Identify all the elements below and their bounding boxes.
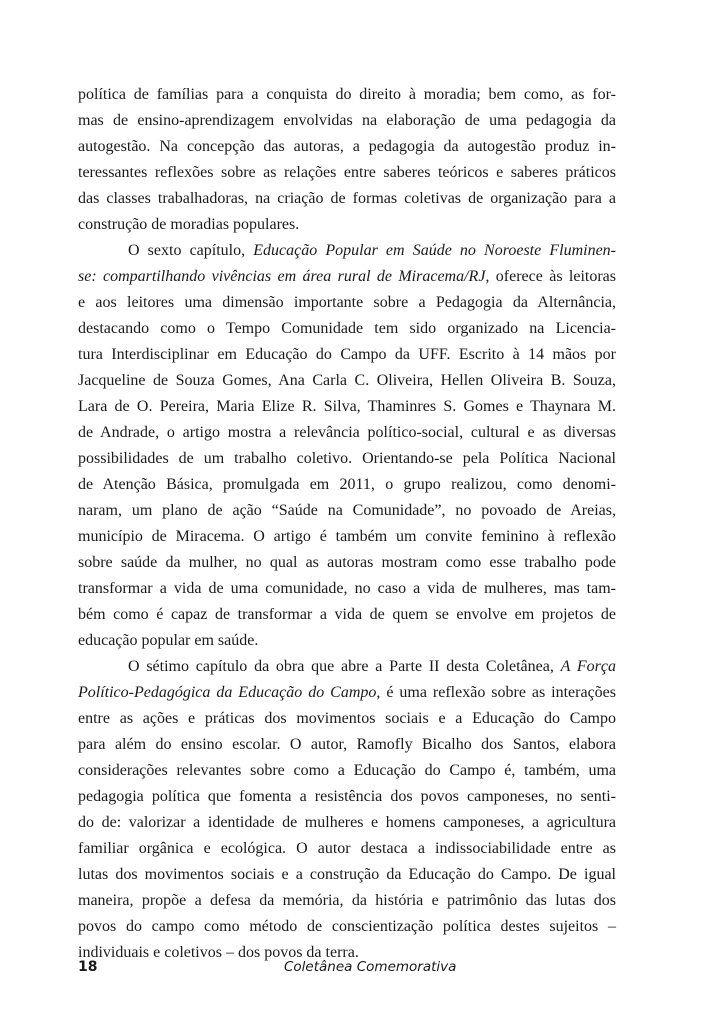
text-line: povos do campo como método de conscientização política destes sujeitos –: [78, 918, 616, 935]
chapter-title: A Força: [560, 658, 616, 675]
text-line: familiar orgânica e ecológica. O autor destaca a indissociabilidade entre as: [78, 840, 616, 857]
paragraph: [78, 82, 616, 238]
text-run: oferece às leitoras: [489, 268, 616, 285]
text-line: autogestão. Na concepção das autoras, a pedagogia da autogestão produz in-: [78, 138, 616, 155]
text-line: de Atenção Básica, promulgada em 2011, o grupo realizou, como denomi-: [78, 476, 616, 493]
paragraph: [78, 238, 616, 654]
text-line: e aos leitores uma dimensão importante sobre a Pedagogia da Alternância,: [78, 294, 616, 311]
text-line: [78, 680, 616, 706]
text-line: política de famílias para a conquista do direito à moradia; bem como, as for-: [78, 86, 616, 103]
page-footer: [78, 957, 616, 977]
text-line: considerações relevantes sobre como a Educação do Campo é, também, uma: [78, 762, 616, 779]
text-line: para além do ensino escolar. O autor, Ramofly Bicalho dos Santos, elabora: [78, 736, 616, 753]
text-line: [78, 264, 616, 290]
text-line: Jacqueline de Souza Gomes, Ana Carla C. Oliveira, Hellen Oliveira B. Souza,: [78, 372, 616, 389]
text-line: pedagogia política que fomenta a resistência dos povos camponeses, no senti-: [78, 788, 616, 805]
text-line: sobre saúde da mulher, no qual as autoras mostram como esse trabalho pode: [78, 554, 616, 571]
text-line: naram, um plano de ação “Saúde na Comunidade”, no povoado de Areias,: [78, 502, 616, 519]
text-line: destacando como o Tempo Comunidade tem sido organizado na Licencia-: [78, 320, 616, 337]
page-number: 18: [78, 959, 98, 975]
text-line: lutas dos movimentos sociais e a construção da Educação do Campo. De igual: [78, 866, 616, 883]
text-line: transformar a vida de uma comunidade, no caso a vida de mulheres, mas tam-: [78, 580, 616, 597]
text-line: Lara de O. Pereira, Maria Elize R. Silva, Thaminres S. Gomes e Thaynara M.: [78, 398, 616, 415]
chapter-title: Político-Pedagógica da Educação do Campo,: [78, 684, 381, 701]
chapter-title: Educação Popular em Saúde no Noroeste Fluminen-: [253, 242, 616, 259]
text-line: teressantes reflexões sobre as relações entre saberes teóricos e saberes práticos: [78, 164, 616, 181]
text-run: O sétimo capítulo da obra que abre a Parte II desta Coletânea,: [128, 658, 561, 675]
page-body: [78, 82, 616, 966]
text-line: [78, 238, 616, 264]
text-line: município de Miracema. O artigo é também um convite feminino à reflexão: [78, 528, 616, 545]
text-line: individuais e coletivos – dos povos da terra.: [78, 944, 359, 961]
text-line: possibilidades de um trabalho coletivo. Orientando-se pela Política Nacional: [78, 450, 616, 467]
running-title: Coletânea Comemorativa: [284, 959, 457, 975]
text-line: construção de moradias populares.: [78, 216, 300, 233]
text-line: bém como é capaz de transformar a vida de quem se envolve em projetos de: [78, 606, 616, 623]
text-line: das classes trabalhadoras, na criação de formas coletivas de organização para a: [78, 190, 616, 207]
text-line: [78, 654, 616, 680]
text-run: O sexto capítulo,: [128, 242, 254, 259]
text-line: do de: valorizar a identidade de mulheres e homens camponeses, a agricultura: [78, 814, 616, 831]
text-line: tura Interdisciplinar em Educação do Campo da UFF. Escrito à 14 mãos por: [78, 346, 616, 363]
text-line: maneira, propõe a defesa da memória, da história e patrimônio das lutas dos: [78, 892, 616, 909]
text-line: educação popular em saúde.: [78, 632, 259, 649]
text-run: é uma reflexão sobre as interações: [380, 684, 617, 701]
text-line: mas de ensino-aprendizagem envolvidas na elaboração de uma pedagogia da: [78, 112, 616, 129]
text-line: de Andrade, o artigo mostra a relevância político-social, cultural e as diversas: [78, 424, 616, 441]
paragraph: [78, 654, 616, 966]
chapter-title: se: compartilhando vivências em área rural de Miracema/RJ,: [78, 268, 490, 285]
text-line: entre as ações e práticas dos movimentos sociais e a Educação do Campo: [78, 710, 616, 727]
